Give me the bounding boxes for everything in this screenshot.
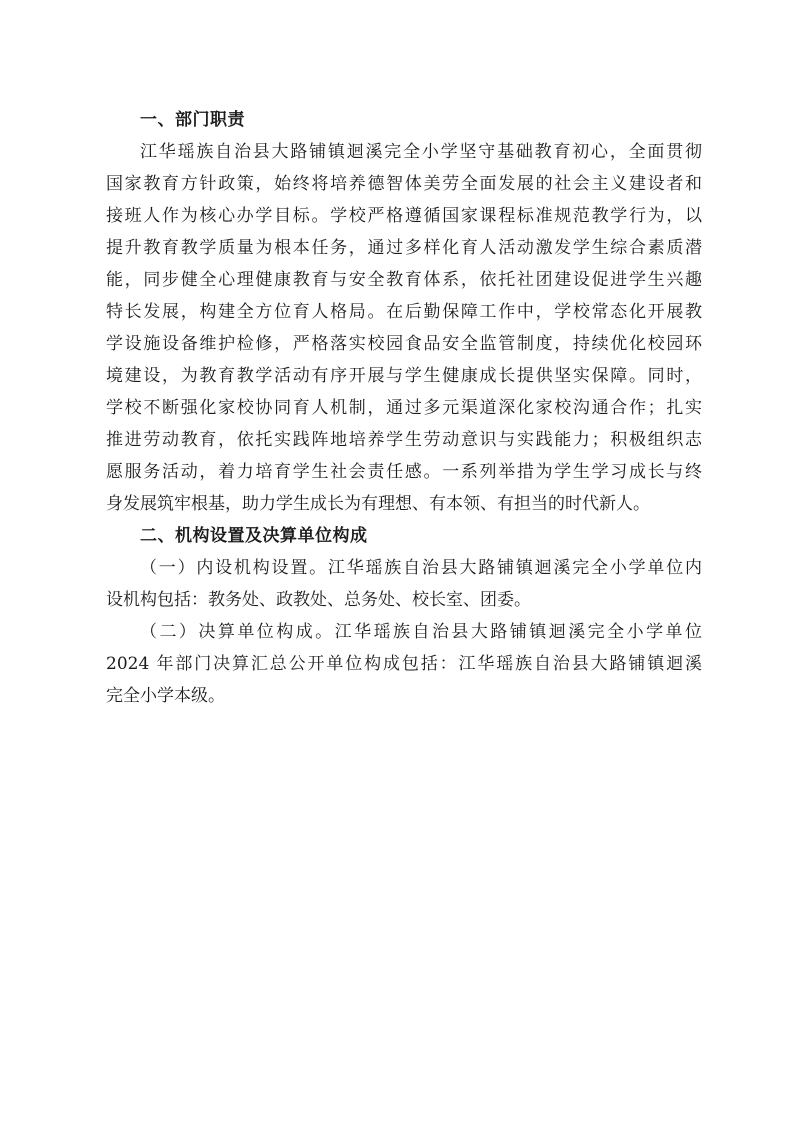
paragraph-line: 能，同步健全心理健康教育与安全教育体系，依托社团建设促进学生兴趣	[106, 270, 702, 290]
paragraph-line: 接班人作为核心办学目标。学校严格遵循国家课程标准规范教学行为，以	[106, 206, 702, 226]
paragraph-line: （一）内设机构设置。江华瑶族自治县大路铺镇迴溪完全小学单位内	[140, 558, 702, 578]
paragraph-line: 学校不断强化家校协同育人机制，通过多元渠道深化家校沟通合作；扎实	[106, 398, 702, 418]
paragraph-line: 身发展筑牢根基，助力学生成长为有理想、有本领、有担当的时代新人。	[106, 494, 650, 514]
internal-structure-paragraph	[106, 552, 702, 616]
section-heading-duties: 一、部门职责	[140, 110, 245, 130]
paragraph-line: 完全小学本级。	[106, 686, 225, 706]
paragraph-line: 提升教育教学质量为根本任务，通过多样化育人活动激发学生综合素质潜	[106, 238, 702, 258]
section-heading-structure: 二、机构设置及决算单位构成	[140, 526, 368, 546]
paragraph-line: 设机构包括：教务处、政教处、总务处、校长室、团委。	[106, 590, 531, 610]
paragraph-line: 学设施设备维护检修，严格落实校园食品安全监管制度，持续优化校园环	[106, 334, 702, 354]
duties-paragraph	[106, 136, 702, 520]
paragraph-line: 境建设，为教育教学活动有序开展与学生健康成长提供坚实保障。同时，	[106, 366, 702, 386]
paragraph-line: 愿服务活动，着力培育学生社会责任感。一系列举措为学生学习成长与终	[106, 462, 702, 482]
accounting-units-paragraph	[106, 616, 702, 712]
paragraph-line: 推进劳动教育，依托实践阵地培养学生劳动意识与实践能力；积极组织志	[106, 430, 702, 450]
paragraph-line: （二）决算单位构成。江华瑶族自治县大路铺镇迴溪完全小学单位	[140, 622, 702, 642]
paragraph-line: 江华瑶族自治县大路铺镇迴溪完全小学坚守基础教育初心，全面贯彻	[140, 142, 702, 162]
document-body	[106, 104, 702, 712]
paragraph-line: 2024 年部门决算汇总公开单位构成包括：江华瑶族自治县大路铺镇迴溪	[106, 654, 702, 674]
paragraph-line: 国家教育方针政策，始终将培养德智体美劳全面发展的社会主义建设者和	[106, 174, 702, 194]
paragraph-line: 特长发展，构建全方位育人格局。在后勤保障工作中，学校常态化开展教	[106, 302, 702, 322]
